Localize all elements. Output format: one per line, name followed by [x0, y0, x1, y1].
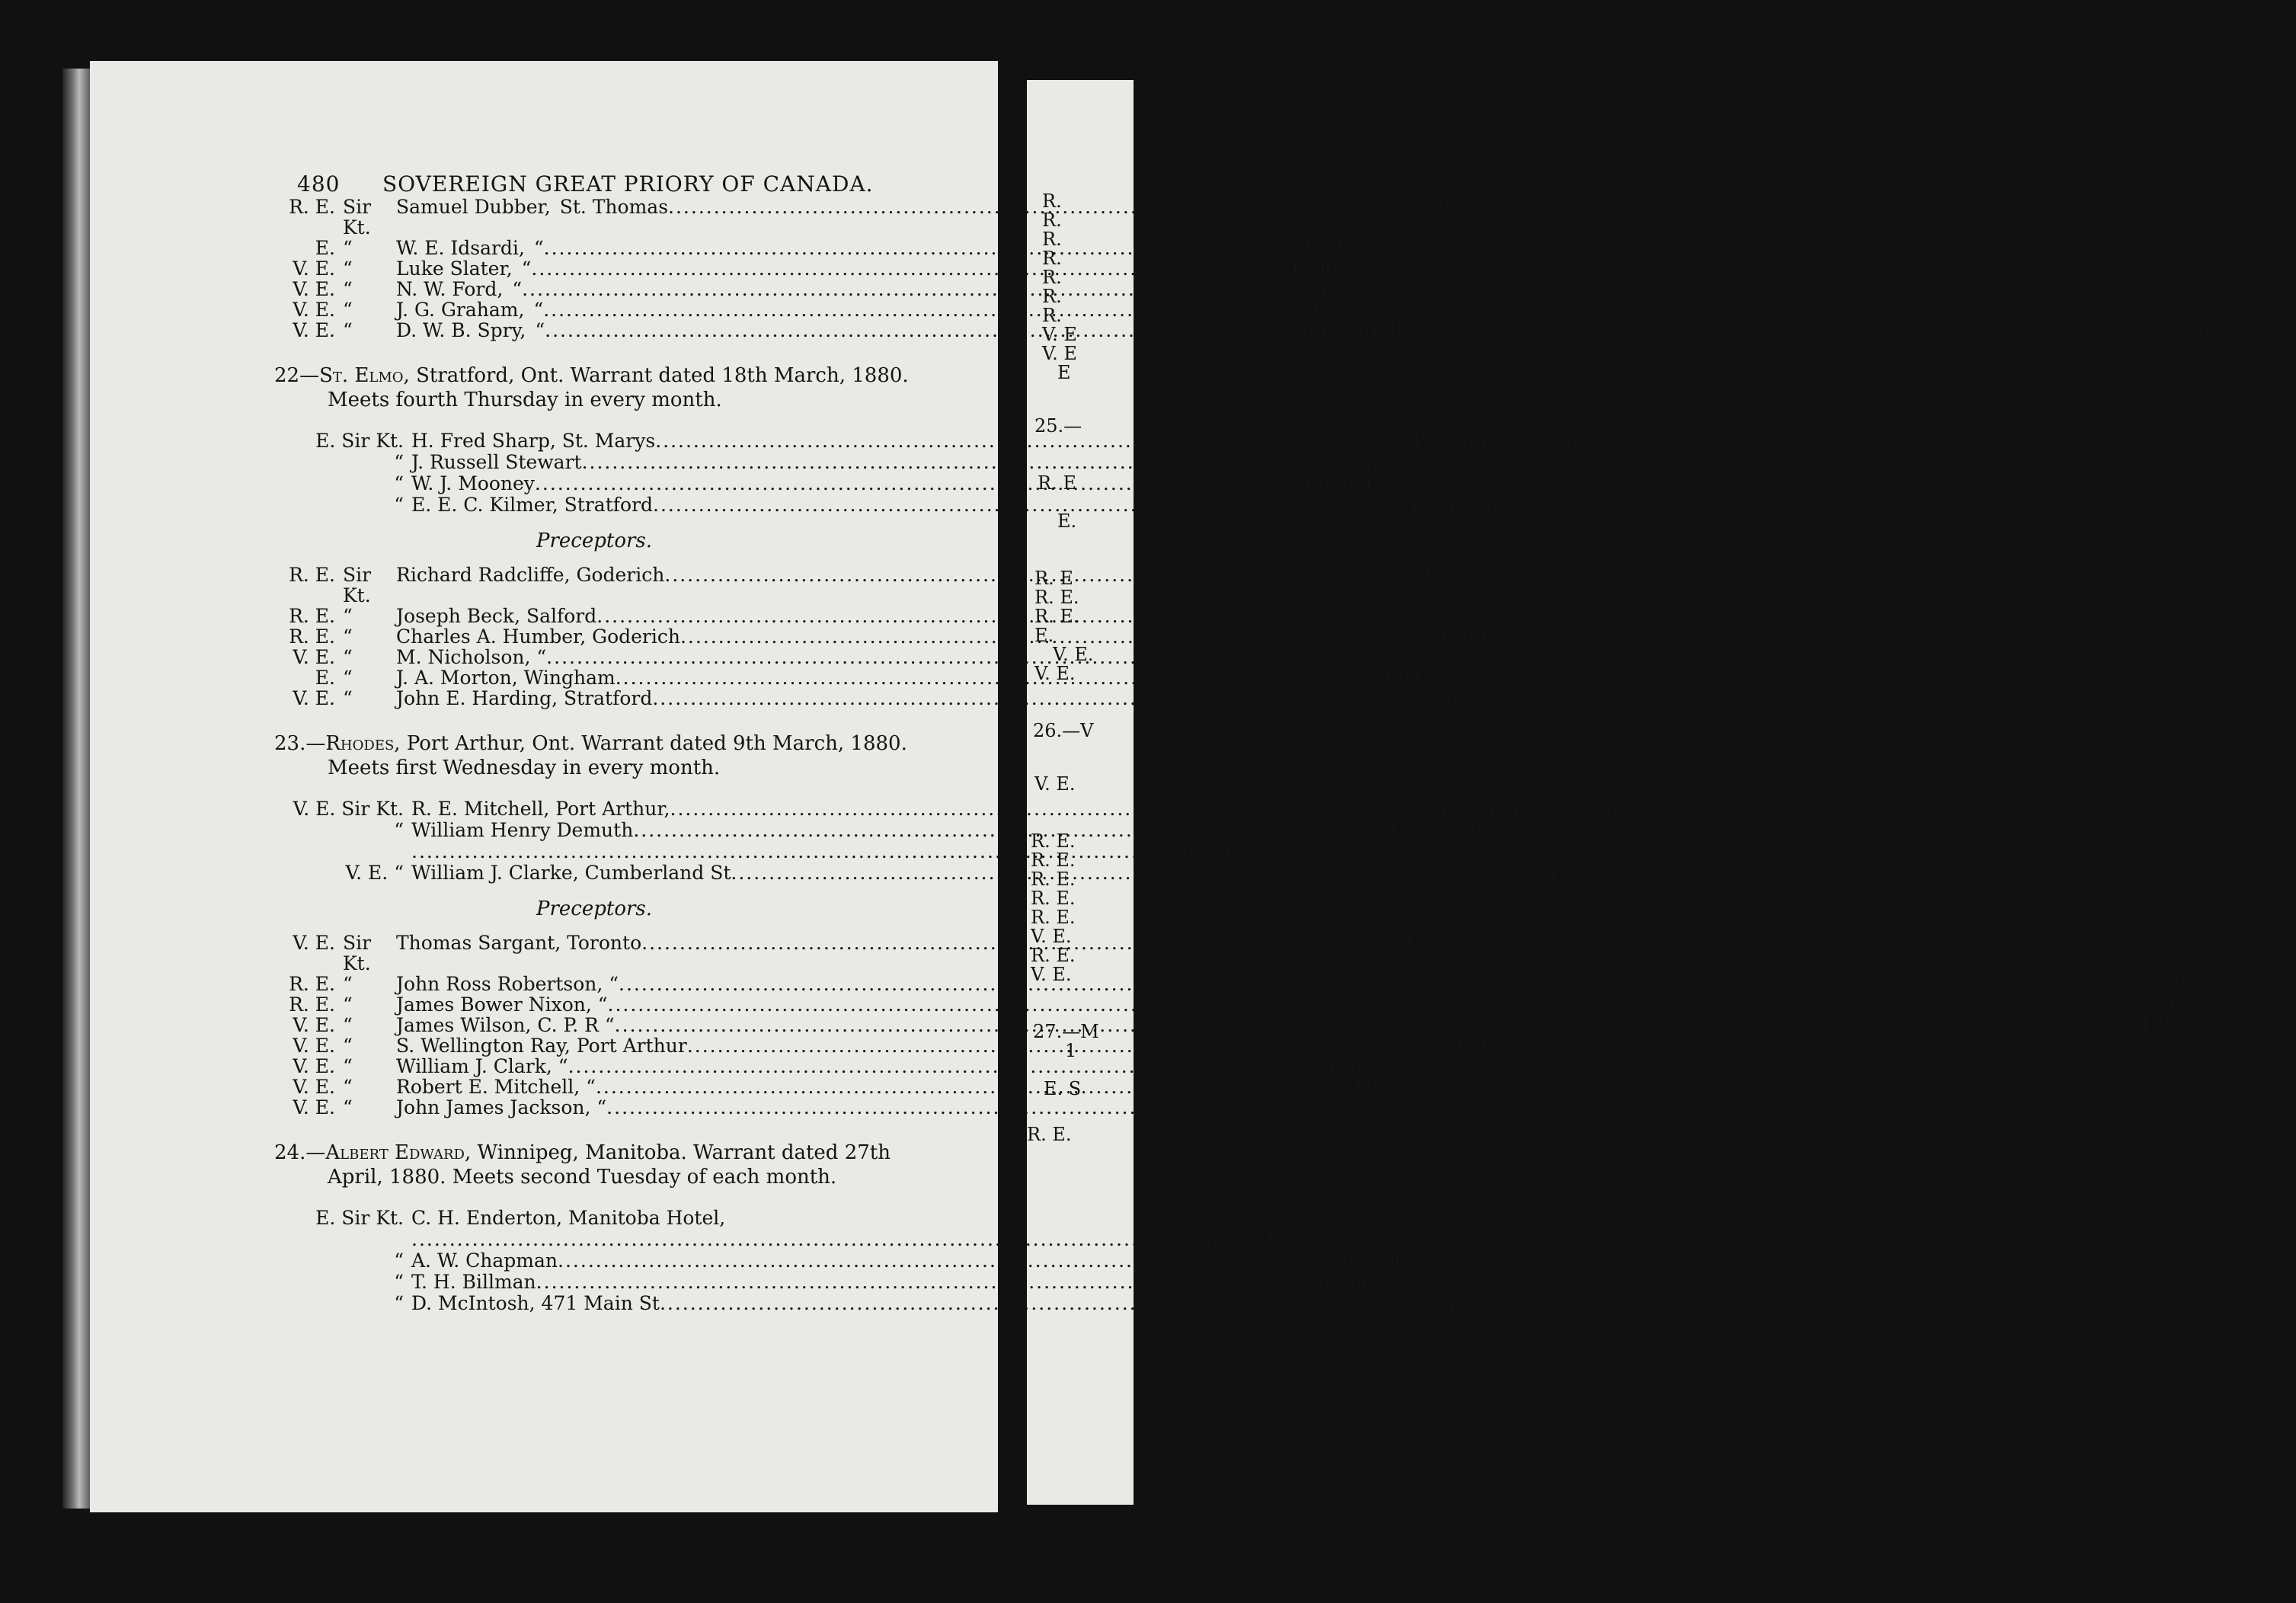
rank-title: V. E. [293, 299, 335, 321]
preceptory-name: Rhodes, [325, 732, 401, 755]
rank-title: V. E. [293, 687, 335, 709]
officer-office: Marshal [1292, 472, 1372, 494]
right-page-fragment: 26.—V [1033, 720, 1094, 741]
preceptor-entry [274, 605, 1403, 627]
book-page-edge [62, 69, 93, 1509]
officer-name: William J. Clarke, Cumberland St [411, 862, 731, 884]
right-page-fragment: 27.—M [1033, 1021, 1099, 1042]
leader-dots [653, 494, 1411, 516]
officer-rank: “ [394, 494, 404, 516]
right-page-fragment: E [1057, 362, 1071, 383]
officer-entry [274, 430, 1607, 452]
year: 1889 [1301, 237, 1350, 259]
leader-dots [641, 933, 1399, 974]
name-line [396, 606, 1403, 626]
member-name: Charles A. Humber, Goderich [396, 626, 680, 648]
officer-office: Presiding Preceptor [1412, 430, 1607, 452]
preceptory-name: St. Elmo, [319, 364, 410, 387]
member-name: John E. Harding, Stratford [396, 687, 653, 709]
rank-title: R. E. [289, 196, 335, 218]
preceptor-entry [274, 564, 1471, 606]
officer-name: C. H. Enderton, Manitoba Hotel, [411, 1207, 726, 1229]
rank-title: V. E. [293, 1076, 335, 1098]
rank-title: R. E. [289, 605, 335, 627]
leader-dots [680, 626, 1438, 647]
officer-rank: V. E. Sir Kt. [293, 798, 404, 820]
preceptor-entry [274, 1096, 1413, 1118]
right-page-fragment: R. E. [1031, 888, 1076, 909]
sir-knight: Sir Kt. [343, 196, 372, 238]
member-note: (Charter) [1399, 932, 1490, 954]
member-name: J. G. Graham, [396, 299, 525, 321]
officer-entry [274, 1249, 1412, 1272]
officer-name: J. Russell Stewart [411, 451, 582, 473]
rank-title: R. E. [289, 993, 335, 1016]
member-name: James Bower Nixon, “ [396, 993, 608, 1016]
preceptors-22 [274, 564, 1487, 709]
officer-line [411, 862, 1579, 884]
leader-dots [655, 430, 1413, 452]
member-place: St. Thomas [559, 196, 669, 218]
member-name: Samuel Dubber, [396, 196, 551, 218]
officer-office: Constable [1339, 451, 1437, 473]
officers-24 [274, 1207, 1508, 1314]
preceptors-heading: Preceptors. [536, 897, 653, 920]
preceptor-entry [274, 993, 2182, 1016]
name-line [396, 565, 1471, 606]
member-name: John Ross Robertson, “ [396, 973, 619, 995]
rank-title: R. E. [289, 626, 335, 648]
leader-dots [633, 820, 1391, 841]
sir-knight: “ [343, 667, 353, 689]
name-line [396, 320, 2209, 341]
right-page-fragment: 25.— [1034, 415, 1082, 437]
sir-knight: “ [343, 646, 353, 668]
right-page-fragment: R. E. [1031, 907, 1076, 928]
right-page-fragment: R. E. [1031, 830, 1076, 852]
leader-dots [615, 1015, 1373, 1035]
officer-office: Constable [1315, 1249, 1412, 1272]
year: 1896 [2160, 319, 2210, 341]
leader-dots [1489, 933, 2247, 974]
right-page-fragment: V. E. [1031, 926, 1072, 947]
rank-title: V. E. [293, 1096, 335, 1118]
leader-dots [687, 1035, 1445, 1056]
name-line [396, 197, 1474, 238]
officer-rank [274, 1229, 411, 1250]
year: 1880 [1444, 1035, 1494, 1057]
right-page-fragment: V. E [1042, 343, 1077, 364]
member-name: J. A. Morton, Wingham [396, 667, 616, 689]
officer-office: Marshal [1293, 1271, 1373, 1293]
rank-title: E. [315, 237, 335, 259]
member-place: “ [533, 299, 544, 321]
member-name: D. W. B. Spry, [396, 319, 526, 341]
officer-line [411, 798, 1621, 820]
right-page-fragment: V. E [1042, 324, 1077, 345]
preceptor-entry [274, 258, 1338, 280]
leader-dots [582, 452, 1340, 473]
preceptory-number: 23.— [274, 732, 326, 755]
leader-dots [1375, 994, 2133, 1015]
member-name: Thomas Sargant, Toronto [396, 932, 642, 954]
leader-dots [608, 994, 1366, 1015]
leader-dots [731, 862, 1489, 884]
member-note: (affiliated) [1302, 319, 1403, 341]
sir-knight: Sir Kt. [343, 564, 372, 606]
officer-line [411, 1229, 1363, 1250]
officer-rank: E. Sir Kt. [315, 1207, 404, 1229]
leader-dots [535, 473, 1293, 494]
officer-line [411, 494, 1501, 516]
right-page-fragment: R. E. [1034, 606, 1079, 627]
year: 1895 [1300, 299, 1350, 321]
member-name: S. Wellington Ray, Port Arthur [396, 1035, 687, 1057]
leader-dots [545, 320, 1303, 341]
officer-rank [274, 841, 411, 862]
running-head: SOVEREIGN GREAT PRIORY OF CANADA. [382, 171, 874, 197]
member-name: Robert E. Mitchell, “ [396, 1076, 596, 1098]
right-page-fragment: R. [1042, 210, 1062, 231]
rank-title: V. E. [293, 1014, 335, 1036]
right-page-fragment: R. E [1034, 568, 1073, 589]
preceptors-heading: Preceptors. [536, 530, 653, 552]
member-name: Joseph Beck, Salford [396, 605, 597, 627]
right-page-fragment: E. [1057, 510, 1077, 532]
officer-office: Marshal [1169, 840, 1249, 862]
leader-dots [652, 688, 1410, 709]
preceptor-entry [274, 687, 1459, 709]
right-page-fragment: R. [1042, 305, 1062, 326]
leader-dots [411, 841, 1169, 862]
leader-dots [544, 238, 1302, 258]
officer-name: R. E. Mitchell, Port Arthur, [411, 798, 670, 820]
right-page-fragment: R. E. [1031, 945, 1076, 966]
year: 1896 [1410, 687, 1459, 709]
leader-dots [411, 1229, 1169, 1250]
leader-dots [670, 798, 1428, 820]
right-page-fragment: R. [1042, 229, 1062, 250]
preceptory-22-heading [274, 363, 914, 412]
leader-dots [660, 1293, 1418, 1314]
officer-entry [274, 1271, 1373, 1293]
leader-dots [664, 565, 1422, 606]
preceptor-entry [274, 278, 1329, 300]
year: 1892 [1303, 646, 1353, 668]
officer-rank: “ [394, 1271, 404, 1293]
preceptor-entry [274, 1035, 1494, 1057]
officer-entry [274, 494, 1502, 516]
right-page-fragment: E. S [1044, 1078, 1082, 1099]
leader-dots [1386, 974, 2144, 994]
officer-line [411, 841, 1249, 862]
leader-dots [531, 258, 1289, 279]
rank-title: V. E. [293, 278, 335, 300]
member-note: “ [1372, 1014, 1383, 1036]
leader-dots [596, 606, 1354, 626]
officer-line [411, 820, 1488, 841]
right-page-fragment: 1 [1065, 1040, 1077, 1061]
sir-knight: “ [343, 1035, 353, 1057]
preceptor-entry [274, 646, 1353, 668]
preceptory-details: Port Arthur, Ont. Warrant dated 9th March, 1880. Meets first Wednesday in every month. [328, 732, 907, 779]
year: 1883 [1422, 564, 1471, 586]
name-line [396, 1056, 1374, 1077]
rank-title: V. E. [293, 1055, 335, 1077]
rank-title: V. E. [293, 932, 335, 954]
rank-title: E. [315, 667, 335, 689]
officer-name: W. J. Mooney [411, 472, 535, 494]
officer-name: William Henry Demuth [411, 819, 634, 841]
member-name: M. Nicholson, “ [396, 646, 547, 668]
year: 1886 [1425, 196, 1475, 218]
preceptory-details: Winnipeg, Manitoba. Warrant dated 27th April, 1880. Meets second Tuesday of each month. [328, 1141, 891, 1189]
name-line [396, 258, 1338, 279]
name-line [396, 933, 2296, 974]
officer-entry [274, 451, 1437, 473]
rank-title: V. E. [293, 319, 335, 341]
sir-knight: “ [343, 626, 353, 648]
officer-rank: “ [394, 819, 404, 841]
officer-entry [274, 798, 1622, 820]
name-line [396, 1015, 2188, 1035]
officer-name: T. H. Billman [411, 1271, 536, 1293]
officer-office: Presiding Preceptor [1428, 798, 1622, 820]
member-note: “ [1365, 993, 1375, 1016]
right-page-fragment: R. [1042, 267, 1062, 288]
officer-rank: “ [394, 1249, 404, 1272]
officer-line [411, 452, 1436, 473]
member-note: “ [1376, 973, 1386, 995]
officer-rank: “ [394, 451, 404, 473]
right-page-fragment: V. E. [1031, 964, 1072, 985]
rank-title: V. E. [293, 646, 335, 668]
sir-knight: “ [343, 319, 353, 341]
leader-dots [568, 1056, 1326, 1077]
name-line [396, 626, 1486, 647]
leader-dots [668, 197, 1426, 238]
member-name: John James Jackson, “ [396, 1096, 607, 1118]
sir-knight: “ [343, 973, 353, 995]
year: 1890 [1289, 258, 1338, 280]
preceptor-entry [274, 626, 1487, 648]
leader-dots [536, 1272, 1294, 1293]
officer-office: Registrar [1417, 1292, 1508, 1314]
member-name: W. E. Idsardi, [396, 237, 525, 259]
right-page-fragment: R. E. [1031, 869, 1076, 890]
member-name: Luke Slater, [396, 258, 513, 280]
page-header [297, 152, 914, 197]
sir-knight: Sir Kt. [343, 932, 372, 974]
preceptory-details: Stratford, Ont. Warrant dated 18th March, 1880. Meets fourth Thursday in every month. [328, 364, 909, 411]
member-place: “ [512, 278, 523, 300]
officer-entry [274, 1228, 1363, 1250]
rank-title: V. E. [293, 258, 335, 280]
sir-knight: “ [343, 278, 353, 300]
officer-rank: “ [394, 1292, 404, 1314]
year: 1883 [1325, 1055, 1374, 1077]
leader-dots [1382, 1015, 2140, 1035]
preceptors-list-top [274, 196, 2210, 341]
year: 1884 [1354, 605, 1403, 627]
leader-dots [522, 279, 1280, 299]
right-page-fragment: R. [1042, 248, 1062, 269]
year: 1880 [2246, 932, 2296, 954]
preceptor-entry [274, 1055, 1374, 1077]
officer-office: Registrar [1489, 862, 1580, 884]
leader-dots [546, 647, 1304, 667]
year: 1894 [1279, 278, 1329, 300]
officer-name: A. W. Chapman [411, 1249, 558, 1272]
rank-title: R. E. [289, 564, 335, 586]
officer-entry [274, 862, 1580, 884]
leader-dots [619, 974, 1377, 994]
name-line [396, 299, 1350, 320]
officer-line [411, 1272, 1373, 1293]
sir-knight: “ [343, 1014, 353, 1036]
right-page-fragment: R. E. [1027, 1124, 1072, 1145]
officers-23 [274, 798, 1622, 884]
officer-line [411, 1208, 914, 1229]
officer-name: H. Fred Sharp, St. Marys [411, 430, 656, 452]
preceptor-entry [274, 319, 2210, 341]
sir-knight: “ [343, 299, 353, 321]
name-line [396, 1035, 1493, 1056]
preceptor-entry [274, 299, 1350, 321]
officer-rank: V. E. “ [345, 862, 404, 884]
leader-dots [616, 667, 1373, 688]
officer-rank: “ [394, 472, 404, 494]
page-number: 480 [297, 171, 341, 197]
year: 1880 [2144, 973, 2192, 995]
member-name: Richard Radcliffe, Goderich [396, 564, 665, 586]
preceptor-entry [274, 237, 1350, 259]
name-line [396, 974, 2192, 994]
sir-knight: “ [343, 687, 353, 709]
name-line [396, 647, 1352, 667]
year: 1888 [1437, 626, 1487, 648]
leader-dots [596, 1077, 1354, 1097]
name-line [396, 1077, 1402, 1097]
officer-line [411, 473, 1372, 494]
officer-rank: E. Sir Kt. [315, 430, 404, 452]
officer-entry [274, 1208, 914, 1229]
preceptory-number: 24.— [274, 1141, 326, 1164]
officer-line [411, 1250, 1412, 1272]
officer-name: D. McIntosh, 471 Main St [411, 1292, 660, 1314]
leader-dots [543, 299, 1301, 320]
rank-title: V. E. [293, 1035, 335, 1057]
officers-22 [274, 430, 1607, 516]
preceptor-entry [274, 196, 1475, 238]
member-place: “ [535, 319, 545, 341]
rank-title: R. E. [289, 973, 335, 995]
sir-knight: “ [343, 993, 353, 1016]
leader-dots [1403, 320, 2161, 341]
member-name: N. W. Ford, [396, 278, 504, 300]
officer-name: E. E. C. Kilmer, Stratford [411, 494, 654, 516]
right-page-fragment: V. E. [1034, 663, 1076, 684]
officer-office: Registrar [1410, 494, 1502, 516]
sir-knight: “ [343, 237, 353, 259]
year: 1887 [1353, 1076, 1402, 1098]
name-line [396, 688, 1459, 709]
sir-knight: “ [343, 1055, 353, 1077]
right-page-fragment: R. E [1038, 472, 1076, 494]
right-page-fragment: R. [1042, 190, 1062, 212]
sir-knight: “ [343, 1076, 353, 1098]
year: 1894 [1373, 667, 1421, 689]
leader-dots [606, 1097, 1364, 1118]
preceptory-number: 22— [274, 364, 320, 387]
name-line [396, 667, 1421, 688]
officer-line [411, 430, 1607, 452]
sir-knight: “ [343, 258, 353, 280]
sir-knight: “ [343, 605, 353, 627]
officer-line [411, 1293, 1508, 1314]
officer-office: Presiding Preceptor [1169, 1228, 1363, 1250]
right-page-fragment: E. [1034, 625, 1054, 646]
officer-office: Constable [1391, 819, 1488, 841]
preceptory-24-heading [274, 1141, 914, 1189]
right-page-fragment: V. E. [1034, 773, 1076, 795]
leader-dots [558, 1250, 1316, 1272]
officer-entry [274, 1292, 1508, 1314]
member-name: James Wilson, C. P. R “ [396, 1014, 615, 1036]
preceptory-23-heading [274, 731, 914, 780]
year: 1880 [2132, 993, 2182, 1016]
name-line [396, 994, 2181, 1015]
year: 1880 [2139, 1014, 2189, 1036]
member-name: William J. Clark, “ [396, 1055, 568, 1077]
member-place: “ [521, 258, 532, 280]
name-line [396, 279, 1328, 299]
right-page-fragment: R. E. [1034, 587, 1079, 608]
sir-knight: “ [343, 1096, 353, 1118]
name-line [396, 1097, 1412, 1118]
right-page-fragment: V. E. [1053, 644, 1094, 665]
preceptory-name: Albert Edward, [325, 1141, 472, 1164]
member-place: “ [533, 237, 544, 259]
year: 1894 [1364, 1096, 1413, 1118]
right-page-fragment: R. [1042, 286, 1062, 307]
name-line [396, 238, 1350, 258]
right-page-fragment: R. E. [1031, 849, 1076, 871]
